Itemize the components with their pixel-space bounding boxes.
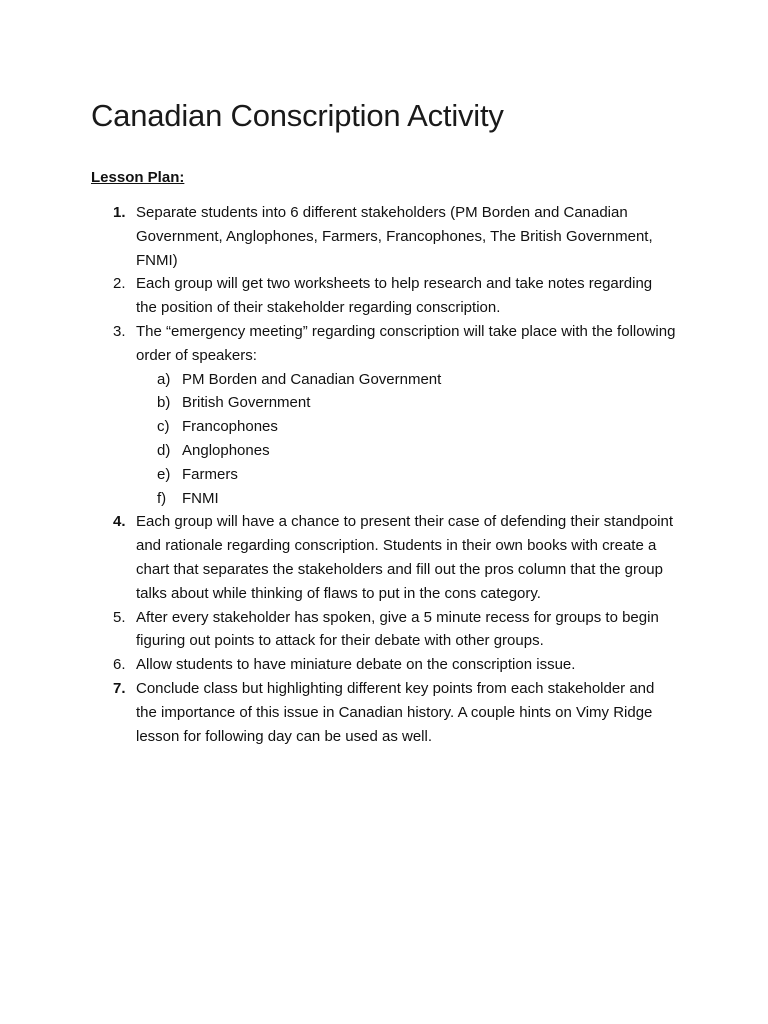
speaker-letter: c) (157, 418, 170, 436)
lesson-step-3 (0, 320, 768, 510)
speaker-letter: f) (157, 489, 167, 507)
step-text: The “emergency meeting” regarding conscription will take place with the following order of speakers: (136, 322, 676, 364)
step-number: 1. (113, 204, 126, 221)
speaker-order-list (0, 368, 768, 511)
step-number: 2. (113, 275, 126, 293)
step-text: Separate students into 6 different stakeholders (PM Borden and Canadian Government, Anglophones, Farmers, Francophones, The British Government, FNMI) (136, 204, 653, 269)
step-text: Conclude class but highlighting different key points from each stakeholder and the importance of this issue in Canadian history. A couple hints on Vimy Ridge lesson for following day can be used as well. (136, 679, 655, 745)
speaker-item (0, 487, 768, 511)
step-number: 7. (113, 679, 126, 697)
speaker-name: FNMI (182, 489, 219, 507)
speaker-item (0, 463, 768, 487)
lesson-step-5 (0, 606, 768, 654)
speaker-item (0, 439, 768, 463)
speaker-letter: e) (157, 465, 171, 483)
step-number: 6. (113, 656, 126, 674)
speaker-item (0, 415, 768, 439)
speaker-letter: a) (157, 370, 171, 388)
speaker-item (0, 391, 768, 415)
speaker-item (0, 368, 768, 392)
lesson-step-4 (0, 510, 768, 605)
step-text: Allow students to have miniature debate on the conscription issue. (136, 656, 576, 674)
speaker-letter: d) (157, 441, 171, 459)
lesson-step-1 (0, 201, 768, 272)
speaker-name: Anglophones (182, 441, 270, 459)
step-text: After every stakeholder has spoken, give a 5 minute recess for groups to begin figuring out points to attack for their debate with other groups. (136, 608, 659, 650)
step-number: 4. (113, 513, 126, 531)
lesson-plan-heading: Lesson Plan: (91, 169, 185, 186)
speaker-name: Francophones (182, 418, 278, 436)
step-text: Each group will get two worksheets to help research and take notes regarding the position of their stakeholder regarding conscription. (136, 275, 653, 317)
lesson-step-2 (0, 272, 768, 320)
step-text: Each group will have a chance to present their case of defending their standpoint and rationale regarding conscription. Students in their own books with create a chart that separates the stakeholders and fill out the pros column that the group talks about while thinking of flaws to put in the cons category. (136, 513, 674, 602)
speaker-letter: b) (157, 394, 171, 412)
lesson-step-7 (0, 677, 768, 748)
document-title: Canadian Conscription Activity (91, 98, 504, 133)
step-number: 3. (113, 322, 126, 340)
lesson-step-6 (0, 653, 768, 677)
step-number: 5. (113, 608, 126, 626)
speaker-name: British Government (182, 394, 311, 412)
speaker-name: Farmers (182, 465, 238, 483)
speaker-name: PM Borden and Canadian Government (182, 370, 442, 388)
lesson-steps-list (0, 201, 768, 748)
